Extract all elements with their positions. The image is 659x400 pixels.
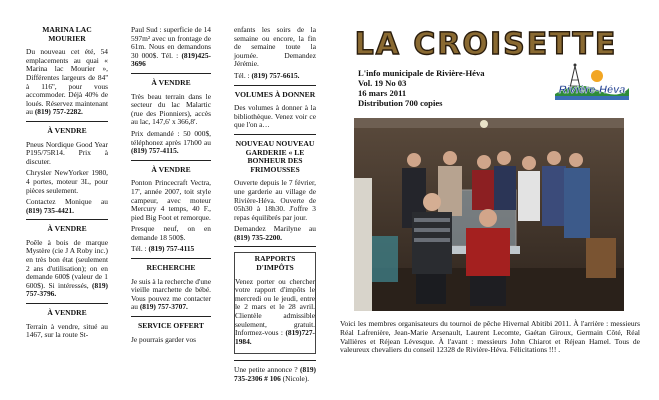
issue-info <box>358 68 485 108</box>
masthead-title <box>336 27 636 59</box>
heading-tax-reports: RAPPORTS D'IMPÔTS <box>254 254 296 273</box>
divider <box>26 219 108 220</box>
babysitting-text: enfants les soirs de la semaine ou encore, la fin de semaine toute la journée. Demandez Jérémie. <box>234 25 316 69</box>
masthead-title-graphic <box>336 27 636 59</box>
marina-text: Du nouveau cet été, 54 emplacements au quai « Marina lac Mourier », Différentes largeurs de 84'' à 116'', pour vous accommoder. Déjà 40% de loués. Réservez maintenant au (819) 757-2282. <box>26 47 108 117</box>
divider <box>26 121 108 122</box>
contact-text: Contactez Monique au (819) 735-4421. <box>26 197 108 215</box>
lot-price-text: Prix demandé : 50 000$, téléphonez après 17h00 au (819) 757-4115. <box>131 128 211 156</box>
heading-wanted: RECHERCHE <box>146 263 196 273</box>
daycare-contact: Demandez Marilyne au (819) 735-2200. <box>234 224 316 242</box>
divider <box>234 85 316 86</box>
marina-phone: (819) 757-2282. <box>34 107 83 117</box>
group-photo-graphic <box>354 118 624 311</box>
group-photo <box>354 118 624 311</box>
wanted-text: Je suis à la recherche d'une vieille marchette de bébé. Vous pouvez me contacter au (819) 757-3707. <box>131 276 211 312</box>
municipality-logo <box>553 62 631 108</box>
pontoon-phone-line: Tél. : (819) 757-4115 <box>131 244 195 254</box>
photo-caption: Voici les membres organisateurs du tournoi de pêche Hivernal Abitibi 2011. À l'arrière : messieurs Réal Lafrenière, Jean-Marie Arsenault, Laurent Lecomte, Gaétan Giroux, Germain Côté, Réal Vallières et Réjean Lévesque. À l'avant : messieurs John Chiarot et Réjean Hamel. Tous de valeureux chevaliers du conseil 12328 de Rivière-Héva. Félicitations !!! . <box>340 319 640 355</box>
books-text: Des volumes à donner à la bibliothèque. Venez voir ce que l'on a… <box>234 103 316 130</box>
pontoon-text: Ponton Princecraft Vectra, 17', année 2007, toit style campeur, avec moteur Mercury 4 temps, 40 F., pied Big Foot et remorque. <box>131 178 211 222</box>
heading-for-sale-stove: À VENDRE <box>47 224 87 234</box>
masthead-title-text: LA CROISETTE <box>354 27 618 59</box>
classifieds-column-3 <box>234 0 316 387</box>
service-text: Je pourrais garder vos <box>131 334 197 344</box>
sun-icon <box>591 70 603 82</box>
divider <box>131 160 211 161</box>
stove-text: Poêle à bois de marque Mystère (cie J A Roby inc.) en très bon état (seulement 2 ans d'utilisation); on en demande 600$ (valeur de 1 600$). Si intéressés, (819) 757-3796. <box>26 237 108 299</box>
tires-text: Pneus Nordique Good Year P195/75R14. Prix à discuter. <box>26 139 108 166</box>
divider <box>234 134 316 135</box>
divider <box>131 73 211 74</box>
babysitting-phone-line: Tél. : (819) 757-6615. <box>234 70 300 80</box>
heading-books: VOLUMES À DONNER <box>234 89 316 99</box>
heading-for-sale-lot: À VENDRE <box>151 77 191 87</box>
heading-for-sale-tires: À VENDRE <box>47 125 87 135</box>
issue-distribution: Distribution 700 copies <box>358 98 443 108</box>
issue-subtitle: L'info municipale de Rivière-Héva <box>358 68 485 78</box>
heading-marina: MARINA LAC MOURIER <box>42 25 92 43</box>
tax-box <box>234 252 316 354</box>
divider <box>131 258 211 259</box>
lot-text: Très beau terrain dans le secteur du lac Malartic (rue des Pionniers), accès au lac, 147,6' x 366,8'. <box>131 91 211 127</box>
pontoon-price-text: Presque neuf, on en demande 18 500$. <box>131 224 211 242</box>
divider <box>131 316 211 317</box>
heading-service-offered: SERVICE OFFERT <box>138 321 204 331</box>
divider <box>234 360 316 361</box>
issue-volume: Vol. 19 No 03 <box>358 78 407 88</box>
divider <box>234 246 316 247</box>
water-icon <box>555 96 629 100</box>
daycare-text: Ouverte depuis le 7 février, une garderie au village de Rivière-Héva. Ouverte de 05h30 à 18h30. J'offre 3 repas équilibrés par jour. <box>234 178 316 222</box>
land-text: Terrain à vendre, situé au 1467, sur la route St- <box>26 321 108 340</box>
heading-for-sale-land: À VENDRE <box>47 308 87 318</box>
heading-for-sale-pontoon: À VENDRE <box>151 164 191 174</box>
logo-text: Rivière-Héva <box>558 84 626 96</box>
car-text: Chrysler NewYorker 1980, 4 portes, moteur 3L, pour pièces seulement. <box>26 168 108 195</box>
land-continued-text: Paul Sud : superficie de 14 597m² avec un frontage de 61m. Nous en demandons 30 000$. Tél. : (819)425-3696 <box>131 25 211 69</box>
heading-daycare: NOUVEAU NOUVEAU GARDERIE « LE BONHEUR DES FRIMOUSSES <box>235 138 315 174</box>
tax-text: Venez porter ou chercher votre rapport d'impôts le mercredi ou le jeudi, entre le 2 mars et le 28 avril. Clientèle admissible seulement, gratuit. Informez-vous : (819)727-1984. <box>235 276 315 346</box>
ad-contact-text: Une petite annonce ? (819) 735-2306 # 106 (Nicole). <box>234 365 316 383</box>
issue-date: 16 mars 2011 <box>358 88 407 98</box>
classifieds-column-2 <box>131 0 211 347</box>
classifieds-column-1 <box>26 0 108 343</box>
divider <box>26 303 108 304</box>
